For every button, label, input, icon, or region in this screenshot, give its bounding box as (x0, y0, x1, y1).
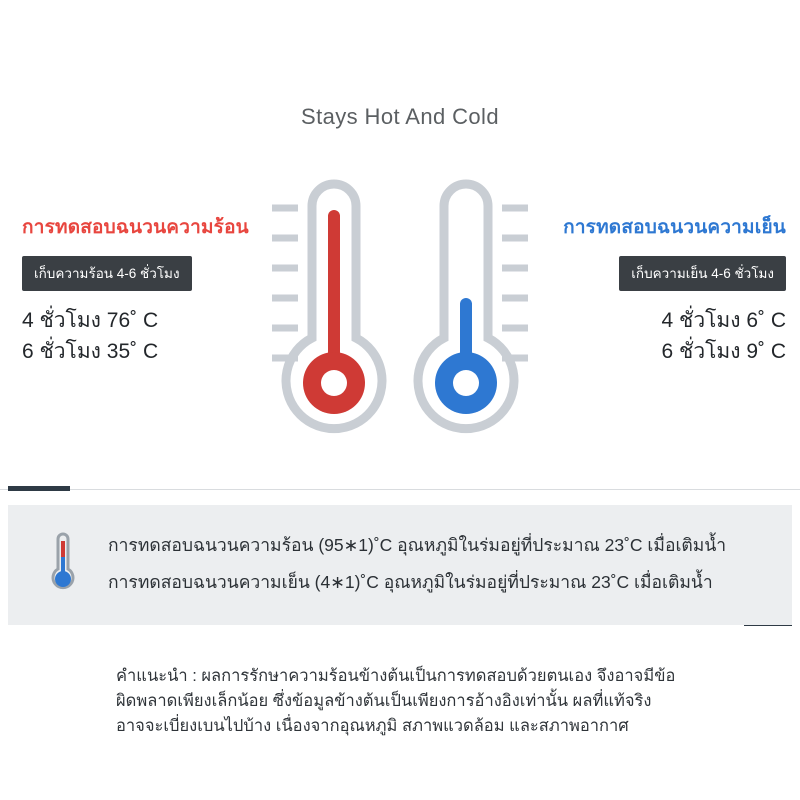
tick-marks-hot (272, 208, 298, 358)
cold-duration-chip: เก็บความเย็น 4-6 ชั่วโมง (619, 256, 786, 291)
cold-heading: การทดสอบฉนวนความเย็น (563, 217, 786, 238)
thermometer-hot-bulb-hole (321, 370, 347, 396)
cold-test-block (546, 212, 786, 367)
thermometer-illustration (262, 170, 538, 460)
footnote-line-3: อาจจะเบี่ยงเบนไปบ้าง เนื่องจากอุณหภูมิ สภาพแวดล้อม และสภาพอากาศ (116, 717, 629, 735)
tick-marks-cold (502, 208, 528, 358)
thermometer-hot-svg (272, 170, 392, 460)
cold-reading-2: 6 ชั่วโมง 9˚ C (661, 340, 786, 363)
footnote-line-1: คำแนะนำ : ผลการรักษาความร้อนข้างต้นเป็นการทดสอบด้วยตนเอง จึงอาจมีข้อ (116, 667, 676, 685)
hot-reading-2: 6 ชั่วโมง 35˚ C (22, 340, 159, 363)
thermometer-cold-svg (408, 170, 528, 460)
hot-readings (22, 305, 262, 367)
thermometer-hot (272, 170, 392, 460)
thermometer-hot-column (328, 210, 340, 370)
divider-line (0, 489, 800, 490)
info-panel-text (108, 527, 768, 601)
page-title: Stays Hot And Cold (301, 104, 499, 129)
hot-duration-chip: เก็บความร้อน 4-6 ชั่วโมง (22, 256, 192, 291)
thermometer-cold-bulb-hole (453, 370, 479, 396)
footnote-line-2: ผิดพลาดเพียงเล็กน้อย ซึ่งข้อมูลข้างต้นเป็นเพียงการอ้างอิงเท่านั้น ผลที่แท้จริง (116, 692, 652, 710)
footnote (116, 664, 716, 739)
cold-reading-1: 4 ชั่วโมง 6˚ C (661, 309, 786, 332)
info-panel-line-2: การทดสอบฉนวนความเย็น (4∗1)˚C อุณหภูมิในร่มอยู่ที่ประมาณ 23˚C เมื่อเติมน้ำ (108, 572, 713, 592)
thermometer-icon-svg (46, 527, 80, 599)
divider-accent-left (8, 486, 70, 491)
hot-test-block (22, 212, 262, 367)
info-panel-line-1: การทดสอบฉนวนความร้อน (95∗1)˚C อุณหภูมิในร่มอยู่ที่ประมาณ 23˚C เมื่อเติมน้ำ (108, 535, 727, 555)
thermometer-cold (408, 170, 528, 460)
cold-readings (546, 305, 786, 367)
thermometer-icon (46, 527, 80, 599)
hot-reading-1: 4 ชั่วโมง 76˚ C (22, 309, 159, 332)
hot-heading: การทดสอบฉนวนความร้อน (22, 217, 249, 238)
